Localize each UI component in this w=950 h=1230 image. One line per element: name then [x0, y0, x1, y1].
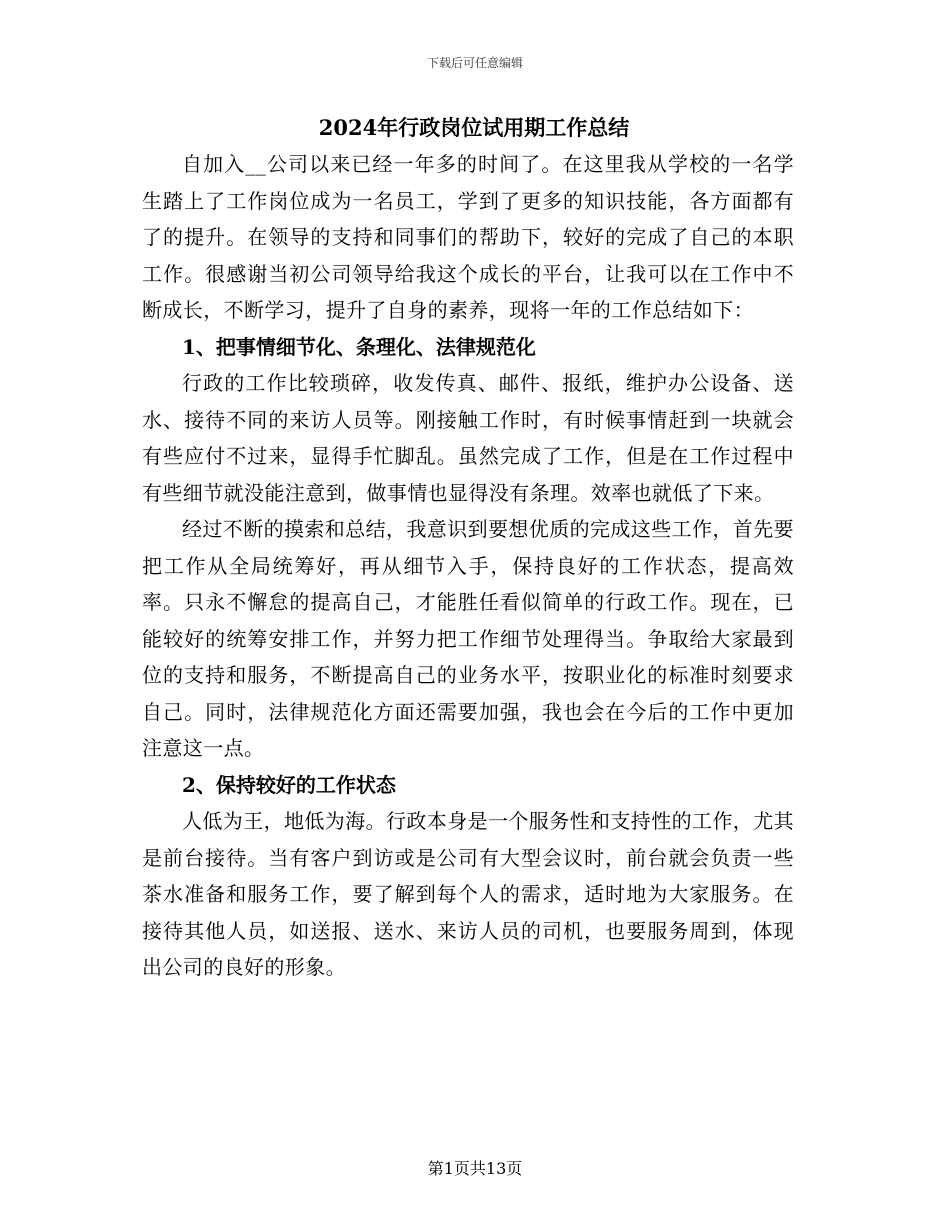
section-1-paragraph-1: 行政的工作比较琐碎，收发传真、邮件、报纸，维护办公设备、送水、接待不同的来访人员等。刚接触工作时，有时候事情赶到一块就会有些应付不过来，显得手忙脚乱。虽然完成了工作，但是在工作过程中有些细节就没能注意到，做事情也显得没有条理。效率也就低了下来。	[142, 371, 794, 505]
section-2-heading: 2、保持较好的工作状态	[182, 772, 396, 797]
section-1-paragraph-2: 经过不断的摸索和总结，我意识到要想优质的完成这些工作，首先要把工作从全局统筹好，再从细节入手，保持良好的工作状态，提高效率。只永不懈怠的提高自己，才能胜任看似简单的行政工作。现在，已能较好的统筹安排工作，并努力把工作细节处理得当。争取给大家最到位的支持和服务，不断提高自己的业务水平，按职业化的标准时刻要求自己。同时，法律规范化方面还需要加强，我也会在今后的工作中更加注意这一点。	[142, 517, 794, 760]
document-body	[142, 110, 794, 986]
section-2-paragraph-1: 人低为王，地低为海。行政本身是一个服务性和支持性的工作，尤其是前台接待。当有客户到访或是公司有大型会议时，前台就会负责一些茶水准备和服务工作，要了解到每个人的需求，适时地为大家服务。在接待其他人员，如送报、送水、来访人员的司机，也要服务周到，体现出公司的良好的形象。	[142, 809, 794, 979]
section-1-heading: 1、把事情细节化、条理化、法律规范化	[182, 334, 536, 359]
header-note: 下载后可任意编辑	[426, 56, 523, 70]
page-indicator: 第1页共13页	[427, 1159, 523, 1178]
document-title: 2024年行政岗位试用期工作总结	[318, 115, 630, 140]
intro-paragraph: 自加入__公司以来已经一年多的时间了。在这里我从学校的一名学生踏上了工作岗位成为一名员工，学到了更多的知识技能，各方面都有了的提升。在领导的支持和同事们的帮助下，较好的完成了自己的本职工作。很感谢当初公司领导给我这个成长的平台，让我可以在工作中不断成长，不断学习，提升了自身的素养，现将一年的工作总结如下：	[142, 152, 794, 322]
